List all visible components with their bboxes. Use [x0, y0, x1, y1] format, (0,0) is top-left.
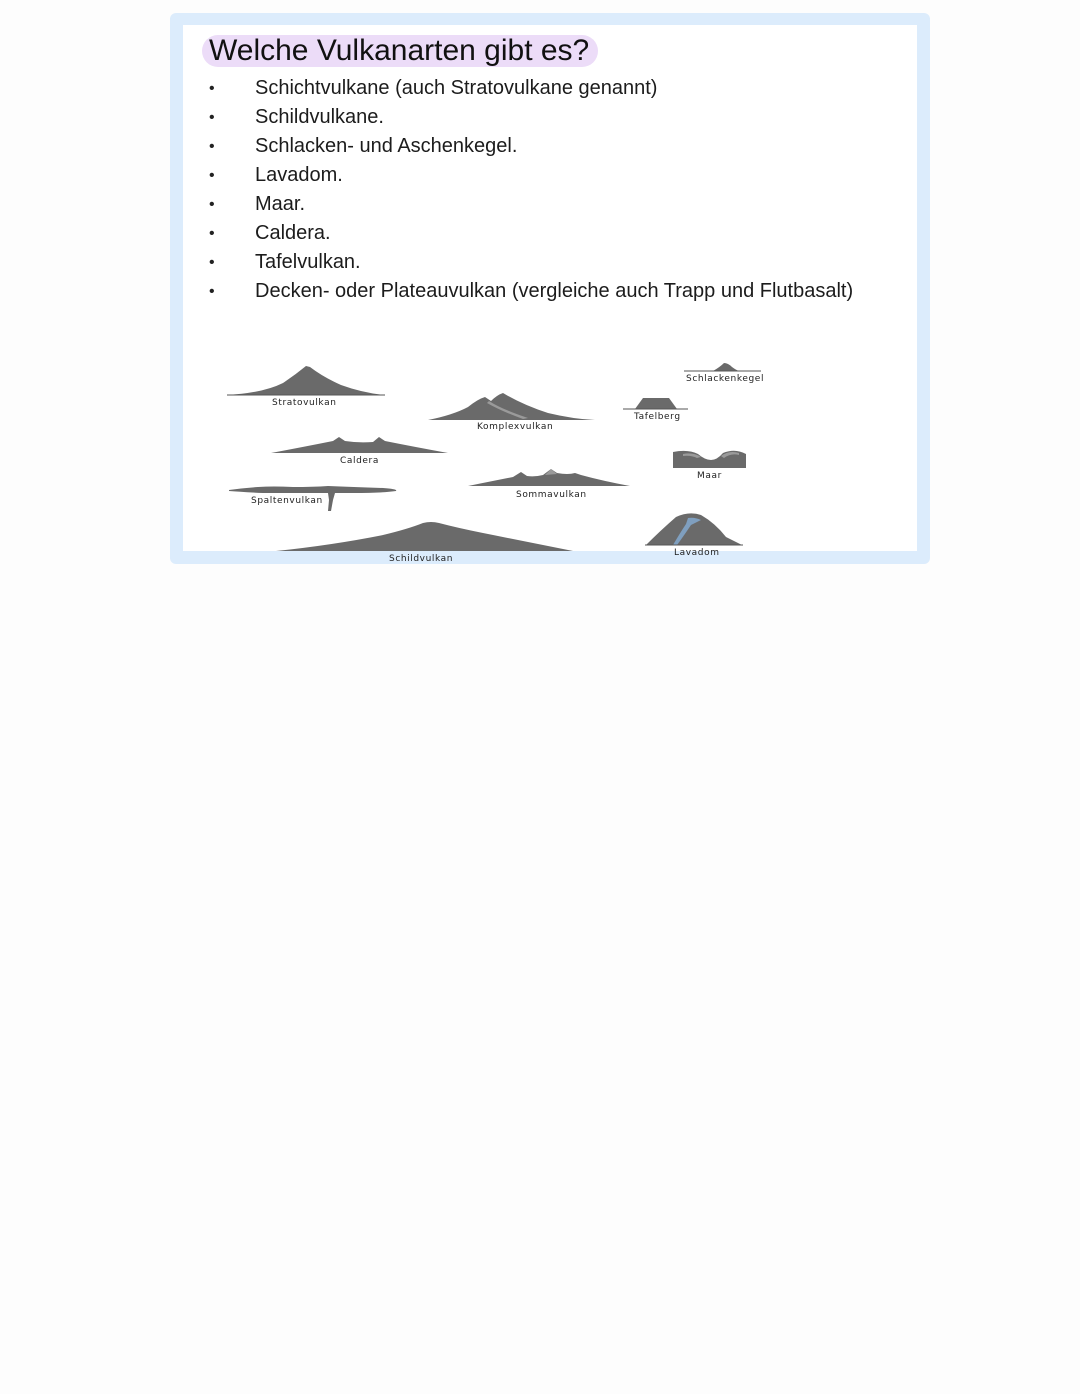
komplexvulkan-shape — [428, 393, 595, 420]
lavadom-figure — [645, 513, 743, 558]
slide — [183, 25, 917, 564]
schildvulkan-shape — [276, 522, 573, 551]
sommavulkan-label: Sommavulkan — [516, 490, 587, 500]
stratovulkan-shape — [227, 366, 385, 395]
list-item-text: Decken- oder Plateauvulkan (vergleiche auch Trapp und Flutbasalt) — [255, 280, 854, 302]
bullet-icon: • — [209, 283, 215, 300]
bullet-icon: • — [209, 254, 215, 271]
lavadom-label: Lavadom — [674, 548, 720, 558]
maar-figure — [673, 451, 746, 481]
stratovulkan-label: Stratovulkan — [272, 398, 337, 408]
schlackenkegel-figure — [684, 363, 764, 384]
bullet-icon: • — [209, 109, 215, 126]
bullet-icon: • — [209, 80, 215, 97]
spaltenvulkan-figure — [229, 486, 396, 511]
bullet-icon: • — [209, 167, 215, 184]
bullet-icon: • — [209, 196, 215, 213]
tafelberg-shape — [635, 398, 677, 409]
schlackenkegel-shape — [713, 363, 739, 371]
list-item-text: Tafelvulkan. — [255, 251, 361, 273]
sommavulkan-figure — [468, 469, 630, 500]
list-item-text: Schichtvulkane (auch Stratovulkane genannt) — [255, 77, 658, 99]
caldera-shape — [271, 437, 448, 453]
komplexvulkan-figure — [428, 393, 595, 432]
bullet-icon: • — [209, 138, 215, 155]
tafelberg-figure — [623, 398, 688, 422]
list-item-text: Schildvulkane. — [255, 106, 384, 128]
slide-frame — [170, 13, 930, 564]
caldera-label: Caldera — [340, 456, 379, 466]
spaltenvulkan-label: Spaltenvulkan — [251, 496, 323, 506]
list-item-text: Maar. — [255, 193, 306, 215]
komplexvulkan-label: Komplexvulkan — [477, 422, 554, 432]
schildvulkan-figure — [276, 522, 573, 564]
title-highlight — [202, 35, 598, 67]
list-item-text: Lavadom. — [255, 164, 343, 186]
maar-label: Maar — [697, 471, 722, 481]
tafelberg-label: Tafelberg — [634, 412, 681, 422]
volcano-types-diagram — [183, 325, 917, 564]
list-item-text: Caldera. — [255, 222, 331, 244]
schildvulkan-label: Schildvulkan — [389, 554, 454, 564]
bullet-icon: • — [209, 225, 215, 242]
caldera-figure — [271, 437, 448, 466]
slide-title: Welche Vulkanarten gibt es? — [209, 34, 590, 67]
schlackenkegel-label: Schlackenkegel — [686, 374, 765, 384]
list-item-text: Schlacken- und Aschenkegel. — [255, 135, 518, 157]
stratovulkan-figure — [227, 366, 385, 408]
